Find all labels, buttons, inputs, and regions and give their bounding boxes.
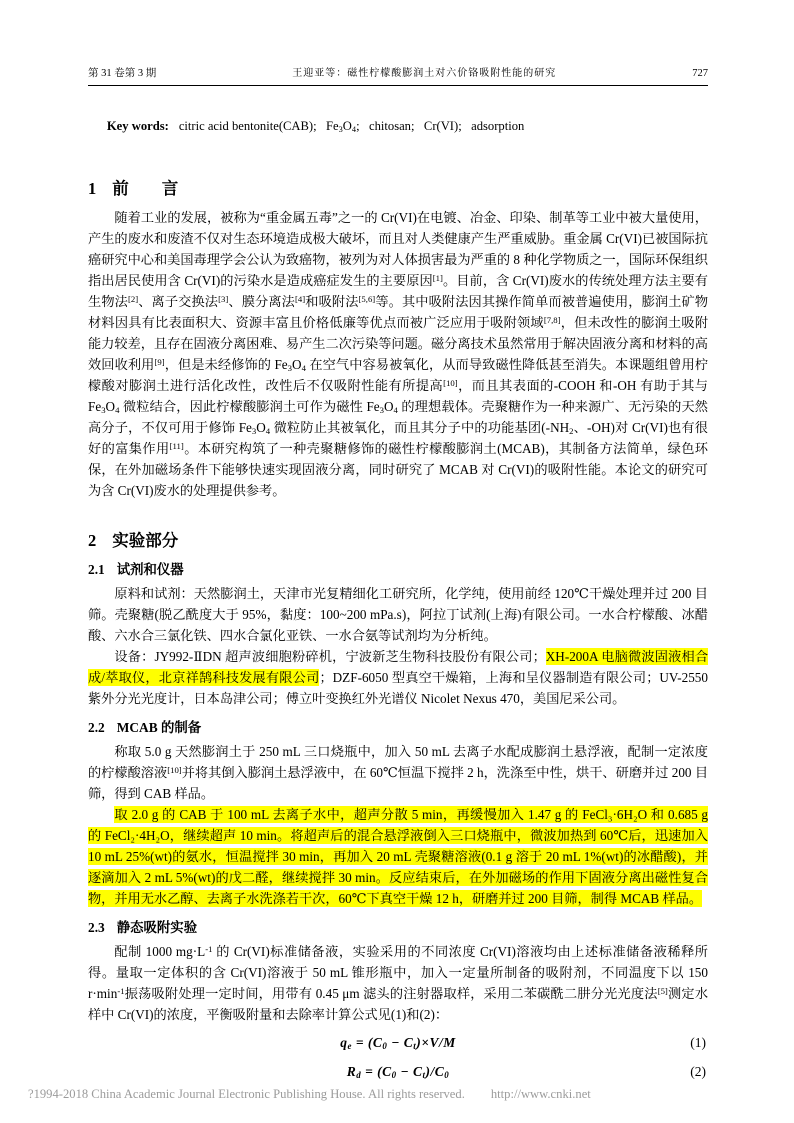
subscript-text: d: [356, 1070, 362, 1080]
keywords-line: [88, 104, 708, 149]
subscript-text: 0: [391, 1070, 397, 1080]
superscript-text: -1: [205, 944, 213, 954]
superscript-text: [11]: [169, 441, 184, 451]
subscript-text: 0: [382, 1041, 388, 1051]
subscript-text: 3: [379, 405, 384, 415]
equation-2: [88, 1061, 708, 1083]
subscript-text: 3: [251, 426, 257, 436]
superscript-text: [2]: [127, 294, 139, 304]
subsection-heading-reagents: [88, 559, 708, 578]
highlight-annotation: XH-200A 电脑微波固液相合成/萃取仪，北京祥鹄科技发展有限公司: [88, 649, 709, 685]
highlight-annotation: 取 2.0 g 的 CAB 于 100 mL 去离子水中，超声分散 5 min，再缓慢加入 1.47 g 的 FeCl₃·6H₂O 和 0.685 g 的 FeCl₂·4H₂O，继续超声 10 min。将超声后的混合悬浮液倒入三口烧瓶中，微波加热到 60℃后，迅速加入 10 mL 25%(wt)的氨水，恒温搅拌 30 min，再加入 20 mL 壳聚糖溶液(0.1 g 溶于 20 mL 1%(wt)的冰醋酸)，并逐滴加入 2 mL 5%(wt)的戊二醛，继续搅拌 30 min。反应结束后，在外加磁场的作用下固液分离出磁性复合物，并用无水乙醇、去离子水洗涤若干次，60℃下真空干燥 12 h，研磨并过 200 目筛，制得 MCAB 样品。: [88, 807, 708, 906]
equation-1-body: $q_e = (C_0 - C_t)\times V/M$: [340, 1035, 456, 1051]
keywords-text: citric acid bentonite(CAB); $Fe_3O_4$; chitosan; Cr(VI); adsorption: [178, 119, 525, 134]
equation-2-body: $R_d = (C_0 - C_t)/C_0$: [346, 1064, 450, 1080]
subscript-text: e: [347, 1041, 352, 1051]
subscript-text: 4: [301, 363, 306, 373]
running-head: [88, 64, 708, 86]
equation-1-number: (1): [690, 1035, 706, 1050]
section-number: 2: [88, 531, 97, 550]
superscript-text: [5,6]: [358, 294, 376, 304]
subscript-text: t: [422, 1070, 426, 1080]
subsection-heading-mcab: [88, 717, 708, 736]
subscript-text: 0: [444, 1070, 450, 1080]
adsorption-paragraph: 配制 1000 $mg\cdot L^{-1}$ 的 Cr(VI)标准储备液，实验采用的不同浓度 Cr(VI)溶液均由上述标准储备液稀释所得。量取一定体积的含 Cr(VI)溶液于 50 mL 锥形瓶中，加入一定量所制备的吸附剂，不同温度下以 150 $r\cdot\min^{-1}$振荡吸附处理一定时间，用带有 0.45 μm 滤头的注射器取样，采用二苯碳酰二肼分光光度法[5]测定水样中 Cr(VI)的浓度，平衡吸附量和去除率计算公式见(1)和(2)：: [88, 944, 709, 1022]
cnki-watermark-footer: [28, 1087, 768, 1102]
cab-preparation-paragraph: 称取 5.0 g 天然膨润土于 250 mL 三口烧瓶中，加入 50 mL 去离子水配成膨润土悬浮液，配制一定浓度的柠檬酸溶液[10]并将其倒入膨润土悬浮液中，在 60℃恒温下搅拌 2 h，洗涤至中性，烘干、研磨并过 200 目筛，得到 CAB 样品。: [88, 744, 709, 801]
subscript-text: 2: [569, 426, 574, 436]
journal-issue: 第 31 卷第 3 期: [88, 68, 157, 79]
superscript-text: -1: [117, 986, 125, 996]
copyright-text: ?1994-2018 China Academic Journal Electronic Publishing House. All rights reserved.: [28, 1087, 465, 1101]
subsection-heading-adsorption: [88, 917, 708, 936]
section-title: 前 言: [112, 179, 179, 198]
superscript-text: [7,8]: [543, 315, 561, 325]
subsection-title: 试剂和仪器: [116, 562, 184, 577]
instruments-paragraph: 设备：JY992-ⅡDN 超声波细胞粉碎机，宁波新芝生物科技股份有限公司；XH-200A 电脑微波固液相合成/萃取仪，北京祥鹄科技发展有限公司；DZF-6050 型真空干燥箱，上海和呈仪器制造有限公司；UV-2550 紫外分光光度计，日本岛津公司；傅立叶变换红外光谱仪 Nicolet Nexus 470，美国尼采公司。: [88, 649, 709, 706]
keywords-label: Key words:: [106, 119, 169, 133]
intro-paragraph: 随着工业的发展，被称为“重金属五毒”之一的 Cr(VI)在电镀、冶金、印染、制革等工业中被大量使用，产生的废水和废渣不仅对生态环境造成极大破坏，而且对人类健康产生严重威胁。重金属 Cr(VI)已被国际抗癌研究中心和美国毒理学会公认为致癌物，被列为对人体损害最为严重的 8 种化学物质之一，国际环保组织指出居民使用含 Cr(VI)的污染水是造成癌症发生的主要原因[1]。目前，含 Cr(VI)废水的传统处理方法主要有生物法[2]、离子交换法[3]、膜分离法[4]和吸附法[5,6]等。其中吸附法因其操作简单而被普遍使用，膨润土矿物材料因具有比表面积大、资源丰富且价格低廉等优点而被广泛应用于吸附领域[7,8]，但未改性的膨润土吸附能力较差，且存在固液分离困难、易产生二次污染等问题。磁分离技术虽然常用于解决固液分离和材料的高效回收利用[9]，但是未经修饰的 $Fe_3O_4$ 在空气中容易被氧化，从而导致磁性降低甚至消失。本课题组曾用柠檬酸对膨润土进行活化改性，改性后不仅吸附性能有所提高[10]，而且其表面的-COOH 和-OH 有助于其与 $Fe_3O_4$ 微粒结合，因此柠檬酸膨润土可作为磁性 $Fe_3O_4$ 的理想载体。壳聚糖作为一种来源广、无污染的天然高分子，不仅可用于修饰 $Fe_3O_4$ 微粒防止其被氧化，而且其分子中的功能基团($-NH_2$、-OH)对 Cr(VI)也有很好的富集作用[11]。本研究构筑了一种壳聚糖修饰的磁性柠檬酸膨润土(MCAB)，其制备方法简单，绿色环保，在外加磁场条件下能够快速实现固液分离，同时研究了 MCAB 对 Cr(VI)的吸附性能。本论文的研究可为含 Cr(VI)废水的处理提供参考。: [88, 210, 709, 498]
superscript-text: [1]: [432, 273, 443, 283]
subsection-title: 静态吸附实验: [116, 920, 198, 935]
superscript-text: [10]: [443, 378, 458, 388]
subscript-text: 3: [287, 363, 293, 373]
subscript-text: 4: [351, 125, 357, 134]
superscript-text: [4]: [294, 294, 306, 304]
superscript-text: [3]: [218, 294, 229, 304]
cnki-url-link[interactable]: http://www.cnki.net: [490, 1087, 591, 1101]
subscript-text: 3: [338, 125, 343, 134]
superscript-text: [10]: [167, 765, 182, 775]
subscript-text: 3: [101, 405, 106, 415]
page-number: 727: [692, 68, 708, 79]
subsection-number: 2.2: [88, 720, 105, 735]
reagents-paragraph: 原料和试剂：天然膨润土，天津市光复精细化工研究所，化学纯，使用前经 120℃干燥处理并过 200 目筛。壳聚糖(脱乙酰度大于 95%，黏度：100~200 mPa.s)，阿拉丁试剂(上海)有限公司。一水合柠檬酸、冰醋酸、六水合三氯化铁、四水合氯化亚铁、一水合氨等试剂均为分析纯。: [88, 586, 708, 643]
mcab-preparation-paragraph-highlighted: [88, 804, 708, 909]
subsection-number: 2.3: [88, 920, 105, 935]
section-heading-experimental: [88, 527, 708, 551]
subscript-text: 4: [393, 405, 398, 415]
section-heading-intro: [88, 175, 708, 199]
subscript-text: 4: [265, 426, 271, 436]
superscript-text: [5]: [657, 986, 668, 996]
subscript-text: 4: [115, 405, 120, 415]
running-title: 王迎亚等：磁性柠檬酸膨润土对六价铬吸附性能的研究: [292, 68, 557, 79]
subscript-text: t: [413, 1041, 417, 1051]
equation-1: [88, 1032, 708, 1054]
page-content: [88, 64, 708, 1083]
subsection-title: MCAB 的制备: [116, 720, 202, 735]
section-title: 实验部分: [112, 531, 179, 550]
section-number: 1: [88, 179, 97, 198]
subsection-number: 2.1: [88, 562, 105, 577]
superscript-text: [9]: [154, 357, 165, 367]
equation-2-number: (2): [690, 1064, 706, 1079]
